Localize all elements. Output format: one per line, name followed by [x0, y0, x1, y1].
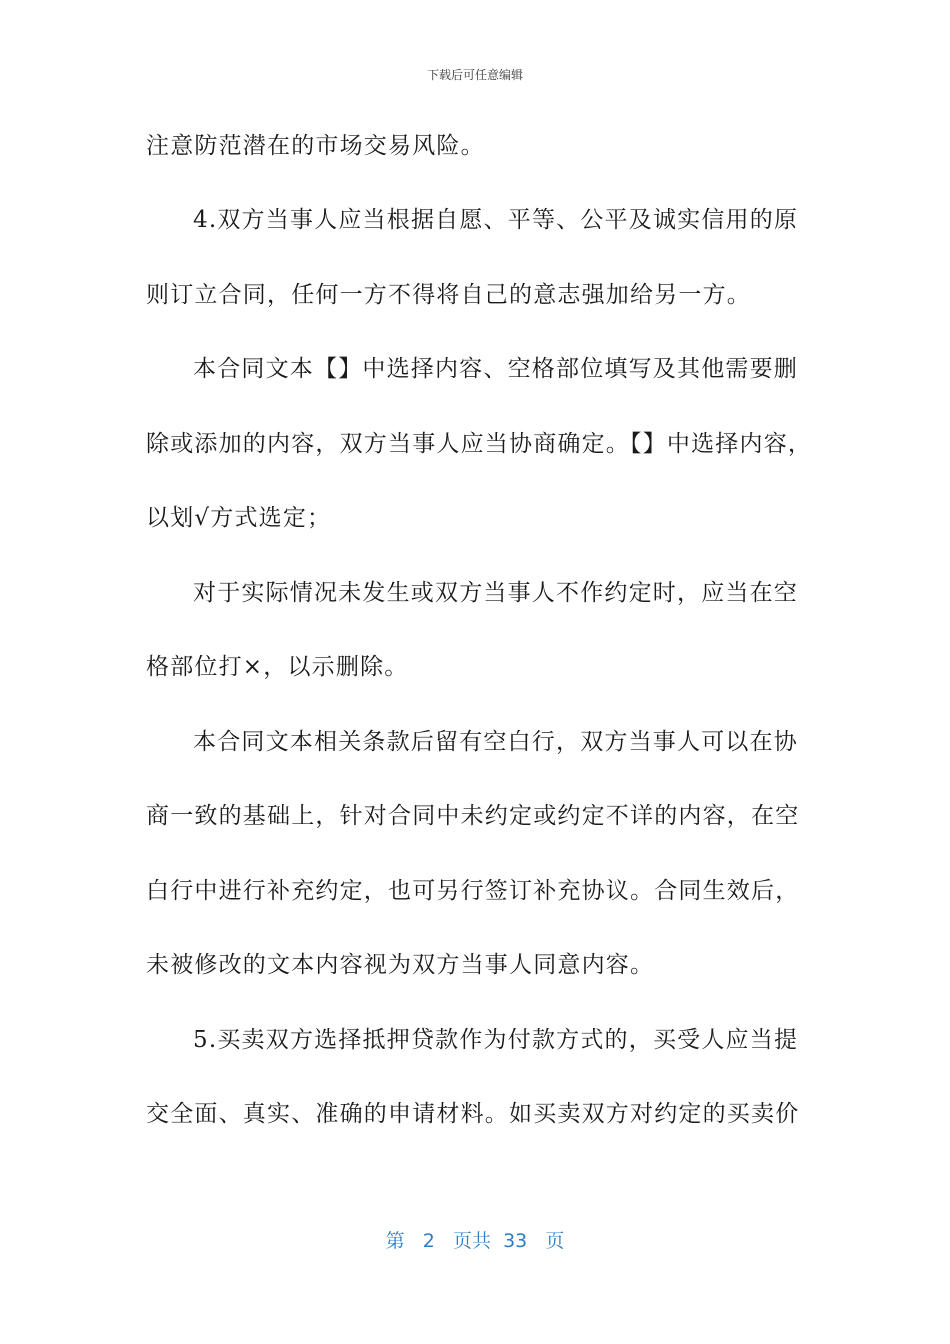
- body-line-11: 白行中进行补充约定，也可另行签订补充协议。合同生效后，: [146, 878, 800, 904]
- body-line-14: 交全面、真实、准确的申请材料。如买卖双方对约定的买卖价: [146, 1101, 800, 1127]
- page-header: 下载后可任意编辑: [426, 68, 523, 82]
- body-line-2: 4.双方当事人应当根据自愿、平等、公平及诚实信用的原: [193, 207, 799, 233]
- footer-total-pages: 33: [503, 1230, 528, 1252]
- body-line-1: 注意防范潜在的市场交易风险。: [146, 133, 485, 159]
- body-line-8: 格部位打×，以示删除。: [146, 654, 409, 680]
- body-line-5: 除或添加的内容，双方当事人应当协商确定。【】中选择内容，: [146, 431, 813, 457]
- body-line-9: 本合同文本相关条款后留有空白行，双方当事人可以在协: [193, 729, 798, 755]
- footer-suffix: 页: [545, 1230, 565, 1252]
- body-line-7: 对于实际情况未发生或双方当事人不作约定时，应当在空: [193, 580, 798, 606]
- page-number-footer: [0, 1226, 950, 1253]
- body-line-12: 未被修改的文本内容视为双方当事人同意内容。: [146, 952, 655, 978]
- footer-prefix: 第: [385, 1230, 405, 1252]
- body-line-13: 5.买卖双方选择抵押贷款作为付款方式的，买受人应当提: [193, 1027, 799, 1053]
- body-line-3: 则订立合同，任何一方不得将自己的意志强加给另一方。: [146, 282, 751, 308]
- body-line-6: 以划√方式选定；: [146, 505, 332, 531]
- footer-middle: 页共: [452, 1230, 491, 1252]
- footer-current-page: 2: [422, 1230, 435, 1252]
- body-line-4: 本合同文本【】中选择内容、空格部位填写及其他需要删: [193, 356, 798, 382]
- body-line-10: 商一致的基础上，针对合同中未约定或约定不详的内容，在空: [146, 803, 800, 829]
